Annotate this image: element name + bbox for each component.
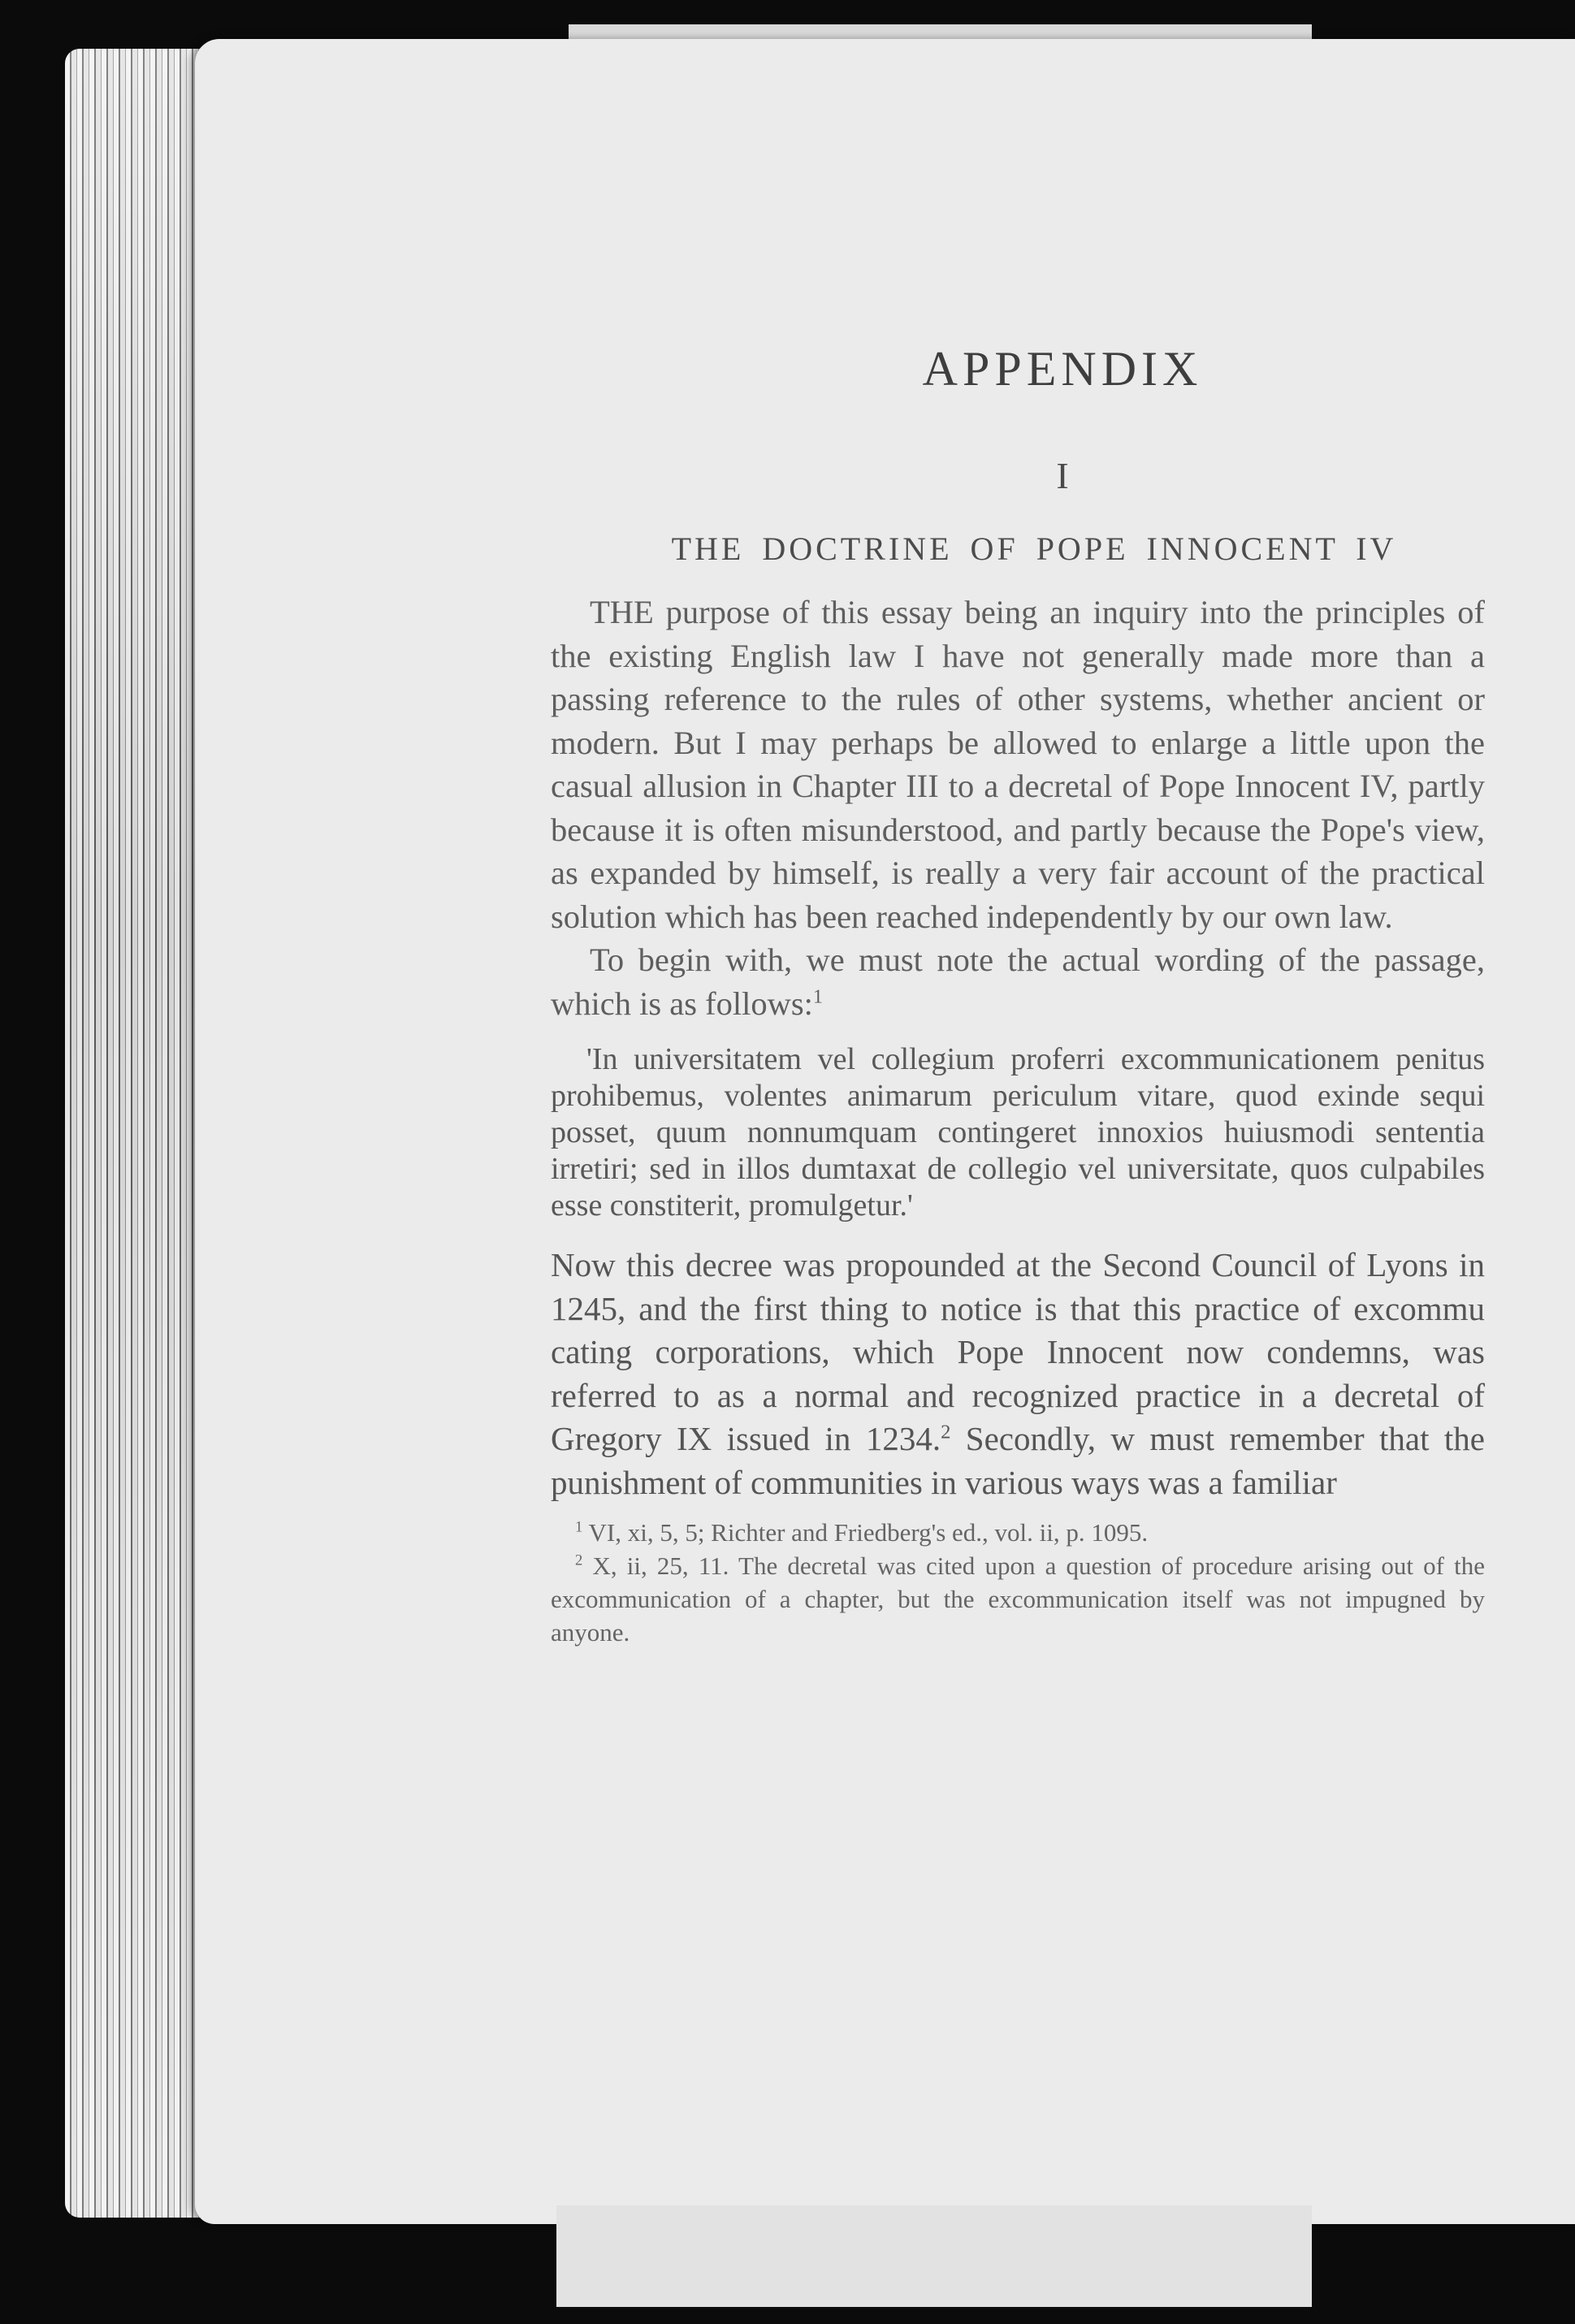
paragraph-lyons (551, 1244, 1485, 1504)
footnote-1-text: VI, xi, 5, 5; Richter and Friedberg's ed., vol. ii, p. 1095. (588, 1518, 1149, 1547)
footnote-ref-2: 2 (941, 1421, 951, 1443)
footnote-1-mark: 1 (575, 1518, 583, 1536)
footnote-ref-1: 1 (812, 985, 824, 1007)
section-number: I (1056, 455, 1069, 496)
footnote-2 (551, 1549, 1485, 1649)
paragraph-lyons-text-2: Secondly, w must remember that the punishment of communities in various ways was a familiar (551, 1420, 1485, 1501)
latin-quotation (551, 1041, 1485, 1224)
paragraph-intro-text: THE purpose of this essay being an inquiry into the principles of the existing English law I have not generally made more than a passing reference to the rules of other systems, whether ancient or modern. But I may perhaps be allowed to enlarge a little upon the casual allusion in Chapter III to a decretal of Pope Innocent IV, partly because it is often misunderstood, and partly because the Pope's view, as expanded by himself, is really a very fair account of the practical solution which has been reached independently by our own law. (551, 594, 1485, 935)
page-text-block (551, 341, 1485, 1649)
bottom-page-tab (556, 2205, 1312, 2307)
paragraph-intro (551, 591, 1485, 938)
paragraph-wording (551, 938, 1485, 1025)
paragraph-lyons-text-1: Now this decree was propounded at the Second Council of Lyons in 1245, and the first thing to notice is that this practice of excommu cating corporations, which Pope Innocent now condemns, was referred to as a normal and recognized practice in a decretal of Gregory IX issued in 1234. (551, 1246, 1485, 1457)
section-title: THE DOCTRINE OF POPE INNOCENT IV (671, 530, 1397, 567)
footnote-1 (551, 1516, 1485, 1549)
paragraph-wording-text: To begin with, we must note the actual wording of the passage, which is as follows: (551, 941, 1485, 1022)
footnotes (551, 1516, 1485, 1649)
footnote-2-mark: 2 (575, 1551, 583, 1569)
latin-quotation-text: 'In universitatem vel collegium proferri excommunicationem penitus prohibemus, volentes animarum periculum vitare, quod exinde sequi posset, quum nonnumquam contingeret innoxios huiusmodi sententia irretiri; sed in illos dumtaxat de collegio vel universitate, quos culpabiles esse constiterit, promulgetur.' (551, 1042, 1485, 1223)
footnote-2-text: X, ii, 25, 11. The decretal was cited upon a question of procedure arising out of the excommunication of a chapter, but the excommunication itself was not impugned by anyone. (551, 1551, 1486, 1647)
appendix-heading: APPENDIX (922, 342, 1203, 396)
